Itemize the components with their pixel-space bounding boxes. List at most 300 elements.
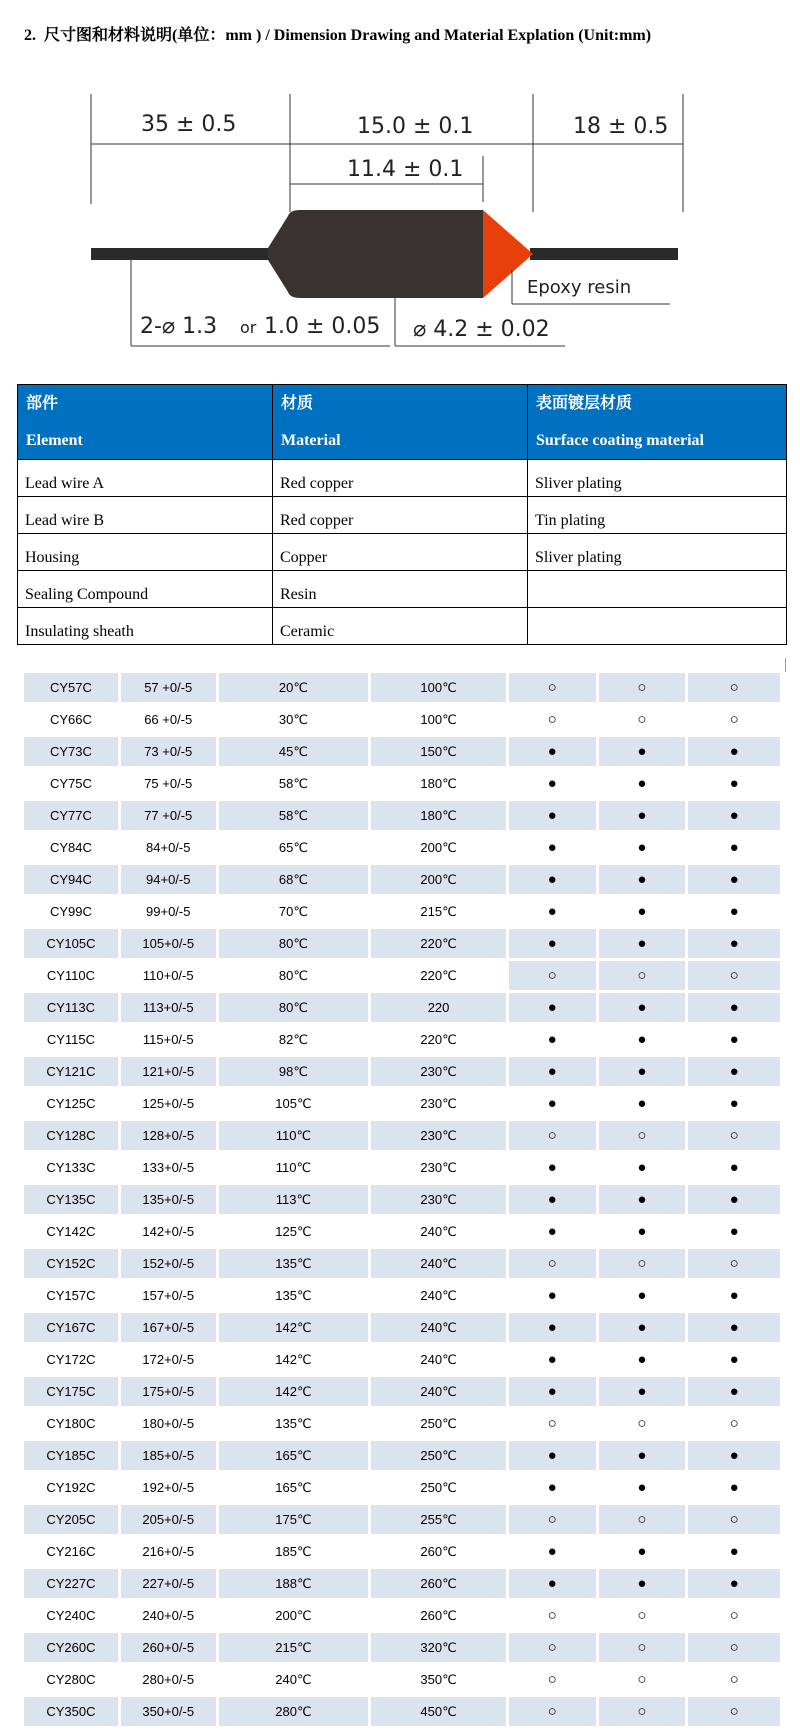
- marker-cell: [599, 993, 689, 1022]
- filled-circle-icon: ●: [547, 1095, 557, 1112]
- rated-temp-cell: 73 +0/-5: [121, 737, 219, 766]
- marker-cell: [599, 929, 689, 958]
- model-cell: CY172C: [24, 1345, 121, 1374]
- max-temp-cell: 220℃: [371, 1025, 509, 1054]
- holding-temp-cell: 142℃: [219, 1345, 372, 1374]
- marker-cell: [599, 1601, 689, 1630]
- material-cell: Copper: [273, 534, 528, 571]
- filled-circle-icon: ●: [729, 1319, 739, 1336]
- marker-cell: [688, 897, 780, 926]
- table-row: [18, 608, 787, 645]
- rated-temp-cell: 175+0/-5: [121, 1377, 219, 1406]
- marker-cell: [599, 1505, 689, 1534]
- element-cell: Insulating sheath: [18, 608, 273, 645]
- table-row: [24, 1217, 780, 1246]
- max-temp-cell: 240℃: [371, 1217, 509, 1246]
- filled-circle-icon: ●: [637, 743, 647, 760]
- marker-cell: [688, 1377, 780, 1406]
- max-temp-cell: 260℃: [371, 1601, 509, 1630]
- marker-cell: [599, 865, 689, 894]
- marker-cell: [688, 769, 780, 798]
- max-temp-cell: 230℃: [371, 1185, 509, 1214]
- open-circle-icon: ○: [637, 1607, 647, 1624]
- max-temp-cell: 220℃: [371, 929, 509, 958]
- dim-right-lead-text: 18 ± 0.5: [573, 114, 669, 139]
- section-title: 尺寸图和材料说明(单位：mm ) / Dimension Drawing and Material Explation (Unit:mm): [44, 27, 652, 44]
- rated-temp-cell: 192+0/-5: [121, 1473, 219, 1502]
- marker-cell: [509, 1249, 599, 1278]
- filled-circle-icon: ●: [547, 1191, 557, 1208]
- rated-temp-cell: 172+0/-5: [121, 1345, 219, 1374]
- open-circle-icon: ○: [547, 1255, 557, 1272]
- filled-circle-icon: ●: [547, 743, 557, 760]
- rated-temp-cell: 185+0/-5: [121, 1441, 219, 1470]
- rated-temp-cell: 66 +0/-5: [121, 705, 219, 734]
- marker-cell: [509, 961, 599, 990]
- marker-cell: [509, 1281, 599, 1310]
- header-element-en: Element: [26, 432, 83, 449]
- marker-cell: [688, 929, 780, 958]
- marker-cell: [599, 1441, 689, 1470]
- rated-temp-cell: 152+0/-5: [121, 1249, 219, 1278]
- open-circle-icon: ○: [547, 1127, 557, 1144]
- marker-cell: [688, 1409, 780, 1438]
- marker-cell: [599, 1473, 689, 1502]
- model-cell: CY110C: [24, 961, 121, 990]
- header-coating-cn: 表面镀层材质: [536, 395, 633, 412]
- rated-temp-cell: 84+0/-5: [121, 833, 219, 862]
- filled-circle-icon: ●: [729, 871, 739, 888]
- section-heading: [24, 22, 651, 45]
- marker-cell: [509, 1569, 599, 1598]
- rated-temp-cell: 280+0/-5: [121, 1665, 219, 1694]
- open-circle-icon: ○: [637, 1511, 647, 1528]
- max-temp-cell: 260℃: [371, 1537, 509, 1566]
- filled-circle-icon: ●: [547, 1319, 557, 1336]
- model-cell: CY240C: [24, 1601, 121, 1630]
- fuse-housing: [268, 210, 483, 298]
- marker-cell: [509, 833, 599, 862]
- section-number: 2.: [24, 27, 36, 44]
- open-circle-icon: ○: [547, 1703, 557, 1720]
- holding-temp-cell: 45℃: [219, 737, 372, 766]
- marker-cell: [509, 993, 599, 1022]
- holding-temp-cell: 125℃: [219, 1217, 372, 1246]
- marker-cell: [509, 705, 599, 734]
- filled-circle-icon: ●: [637, 871, 647, 888]
- marker-cell: [599, 769, 689, 798]
- marker-cell: [509, 1473, 599, 1502]
- marker-cell: [509, 769, 599, 798]
- max-temp-cell: 100℃: [371, 705, 509, 734]
- material-cell: Resin: [273, 571, 528, 608]
- wire-dia-or: or: [240, 318, 257, 337]
- model-cell: CY152C: [24, 1249, 121, 1278]
- wire-dia-prefix: 2-⌀ 1.3: [140, 314, 218, 339]
- rated-temp-cell: 113+0/-5: [121, 993, 219, 1022]
- filled-circle-icon: ●: [729, 1447, 739, 1464]
- max-temp-cell: 200℃: [371, 833, 509, 862]
- marker-cell: [599, 1281, 689, 1310]
- filled-circle-icon: ●: [637, 935, 647, 952]
- marker-cell: [599, 1569, 689, 1598]
- holding-temp-cell: 70℃: [219, 897, 372, 926]
- holding-temp-cell: 135℃: [219, 1249, 372, 1278]
- filled-circle-icon: ●: [547, 1447, 557, 1464]
- max-temp-cell: 250℃: [371, 1473, 509, 1502]
- max-temp-cell: 100℃: [371, 673, 509, 702]
- max-temp-cell: 230℃: [371, 1057, 509, 1086]
- open-circle-icon: ○: [637, 711, 647, 728]
- rated-temp-cell: 260+0/-5: [121, 1633, 219, 1662]
- dim-housing-text: 11.4 ± 0.1: [347, 157, 464, 182]
- filled-circle-icon: ●: [547, 1287, 557, 1304]
- marker-cell: [509, 1121, 599, 1150]
- filled-circle-icon: ●: [547, 999, 557, 1016]
- rated-temp-cell: 125+0/-5: [121, 1089, 219, 1118]
- max-temp-cell: 255℃: [371, 1505, 509, 1534]
- marker-cell: [599, 897, 689, 926]
- model-cell: CY180C: [24, 1409, 121, 1438]
- filled-circle-icon: ●: [547, 903, 557, 920]
- material-cell: Red copper: [273, 497, 528, 534]
- filled-circle-icon: ●: [729, 743, 739, 760]
- model-cell: CY121C: [24, 1057, 121, 1086]
- holding-temp-cell: 188℃: [219, 1569, 372, 1598]
- marker-cell: [599, 1217, 689, 1246]
- filled-circle-icon: ●: [729, 775, 739, 792]
- table-row: [24, 1089, 780, 1118]
- model-cell: CY105C: [24, 929, 121, 958]
- marker-cell: [688, 1313, 780, 1342]
- holding-temp-cell: 280℃: [219, 1697, 372, 1726]
- marker-cell: [688, 865, 780, 894]
- wire-dia-alt: 1.0 ± 0.05: [264, 314, 381, 339]
- model-cell: CY57C: [24, 673, 121, 702]
- max-temp-cell: 260℃: [371, 1569, 509, 1598]
- filled-circle-icon: ●: [547, 1383, 557, 1400]
- marker-cell: [688, 833, 780, 862]
- marker-cell: [509, 1505, 599, 1534]
- marker-cell: [688, 1537, 780, 1566]
- filled-circle-icon: ●: [637, 1479, 647, 1496]
- rated-temp-cell: 227+0/-5: [121, 1569, 219, 1598]
- model-cell: CY99C: [24, 897, 121, 926]
- holding-temp-cell: 110℃: [219, 1121, 372, 1150]
- open-circle-icon: ○: [729, 711, 739, 728]
- rated-temp-cell: 110+0/-5: [121, 961, 219, 990]
- header-coating-en: Surface coating material: [536, 432, 704, 449]
- spec-table: [24, 670, 780, 1729]
- marker-cell: [599, 1665, 689, 1694]
- open-circle-icon: ○: [547, 679, 557, 696]
- table-row: [24, 1505, 780, 1534]
- table-row: [24, 1313, 780, 1342]
- model-cell: CY84C: [24, 833, 121, 862]
- table-row: [24, 1185, 780, 1214]
- model-cell: CY77C: [24, 801, 121, 830]
- filled-circle-icon: ●: [729, 1543, 739, 1560]
- holding-temp-cell: 105℃: [219, 1089, 372, 1118]
- marker-cell: [688, 1473, 780, 1502]
- model-cell: CY133C: [24, 1153, 121, 1182]
- marker-cell: [509, 897, 599, 926]
- marker-cell: [509, 1665, 599, 1694]
- marker-cell: [599, 1313, 689, 1342]
- max-temp-cell: 450℃: [371, 1697, 509, 1726]
- filled-circle-icon: ●: [729, 999, 739, 1016]
- coating-cell: Tin plating: [528, 497, 787, 534]
- marker-cell: [599, 1121, 689, 1150]
- table-row: [24, 1153, 780, 1182]
- rated-temp-cell: 133+0/-5: [121, 1153, 219, 1182]
- max-temp-cell: 230℃: [371, 1089, 509, 1118]
- table-row: [24, 1057, 780, 1086]
- marker-cell: [509, 1217, 599, 1246]
- left-lead-wire: [91, 248, 277, 260]
- header-element-cn: 部件: [26, 395, 59, 412]
- open-circle-icon: ○: [729, 967, 739, 984]
- rated-temp-cell: 205+0/-5: [121, 1505, 219, 1534]
- table-row: [18, 460, 787, 497]
- marker-cell: [509, 1409, 599, 1438]
- model-cell: CY175C: [24, 1377, 121, 1406]
- max-temp-cell: 230℃: [371, 1121, 509, 1150]
- filled-circle-icon: ●: [637, 1351, 647, 1368]
- rated-temp-cell: 94+0/-5: [121, 865, 219, 894]
- table-row: [24, 1537, 780, 1566]
- epoxy-resin-cap: [483, 210, 533, 298]
- rated-temp-cell: 240+0/-5: [121, 1601, 219, 1630]
- open-circle-icon: ○: [729, 1607, 739, 1624]
- marker-cell: [509, 1377, 599, 1406]
- open-circle-icon: ○: [729, 1671, 739, 1688]
- marker-cell: [509, 865, 599, 894]
- open-circle-icon: ○: [547, 1511, 557, 1528]
- filled-circle-icon: ●: [547, 1031, 557, 1048]
- table-row: [24, 1601, 780, 1630]
- marker-cell: [509, 1345, 599, 1374]
- open-circle-icon: ○: [637, 1703, 647, 1720]
- table-row: [18, 534, 787, 571]
- marker-cell: [509, 673, 599, 702]
- header-coating: [528, 385, 787, 460]
- marker-cell: [599, 1377, 689, 1406]
- marker-cell: [688, 801, 780, 830]
- open-circle-icon: ○: [637, 1415, 647, 1432]
- table-row: [24, 1345, 780, 1374]
- rated-temp-cell: 121+0/-5: [121, 1057, 219, 1086]
- open-circle-icon: ○: [729, 679, 739, 696]
- open-circle-icon: ○: [547, 1671, 557, 1688]
- marker-cell: [509, 801, 599, 830]
- filled-circle-icon: ●: [637, 1383, 647, 1400]
- filled-circle-icon: ●: [637, 1447, 647, 1464]
- filled-circle-icon: ●: [547, 839, 557, 856]
- table-row: [24, 1281, 780, 1310]
- table-row: [24, 737, 780, 766]
- marker-cell: [688, 1281, 780, 1310]
- marker-cell: [688, 1217, 780, 1246]
- marker-cell: [509, 1089, 599, 1118]
- open-circle-icon: ○: [637, 1671, 647, 1688]
- model-cell: CY94C: [24, 865, 121, 894]
- table-row: [24, 1409, 780, 1438]
- table-row: [18, 497, 787, 534]
- open-circle-icon: ○: [547, 1639, 557, 1656]
- holding-temp-cell: 20℃: [219, 673, 372, 702]
- rated-temp-cell: 167+0/-5: [121, 1313, 219, 1342]
- holding-temp-cell: 240℃: [219, 1665, 372, 1694]
- holding-temp-cell: 58℃: [219, 769, 372, 798]
- table-row: [24, 1377, 780, 1406]
- max-temp-cell: 180℃: [371, 769, 509, 798]
- marker-cell: [599, 1185, 689, 1214]
- holding-temp-cell: 80℃: [219, 993, 372, 1022]
- dimension-drawing: [0, 60, 800, 360]
- right-lead-wire: [530, 248, 678, 260]
- marker-cell: [599, 1057, 689, 1086]
- table-row: [24, 673, 780, 702]
- table-row: [24, 865, 780, 894]
- model-cell: CY73C: [24, 737, 121, 766]
- model-cell: CY216C: [24, 1537, 121, 1566]
- rated-temp-cell: 99+0/-5: [121, 897, 219, 926]
- filled-circle-icon: ●: [729, 1063, 739, 1080]
- rated-temp-cell: 142+0/-5: [121, 1217, 219, 1246]
- spec-table-body: [24, 673, 780, 1726]
- marker-cell: [509, 1313, 599, 1342]
- filled-circle-icon: ●: [637, 1191, 647, 1208]
- table-row: [24, 1633, 780, 1662]
- marker-cell: [509, 1441, 599, 1470]
- marker-cell: [688, 1569, 780, 1598]
- filled-circle-icon: ●: [729, 903, 739, 920]
- coating-cell: [528, 571, 787, 608]
- rated-temp-cell: 216+0/-5: [121, 1537, 219, 1566]
- max-temp-cell: 350℃: [371, 1665, 509, 1694]
- filled-circle-icon: ●: [729, 1383, 739, 1400]
- table-row: [24, 1697, 780, 1726]
- max-temp-cell: 220℃: [371, 961, 509, 990]
- max-temp-cell: 320℃: [371, 1633, 509, 1662]
- holding-temp-cell: 135℃: [219, 1281, 372, 1310]
- marker-cell: [509, 1601, 599, 1630]
- open-circle-icon: ○: [547, 711, 557, 728]
- filled-circle-icon: ●: [637, 1543, 647, 1560]
- marker-cell: [599, 673, 689, 702]
- table-row: [24, 1441, 780, 1470]
- open-circle-icon: ○: [729, 1511, 739, 1528]
- filled-circle-icon: ●: [637, 1223, 647, 1240]
- marker-cell: [599, 1345, 689, 1374]
- table-row: [24, 801, 780, 830]
- max-temp-cell: 240℃: [371, 1377, 509, 1406]
- table-row: [24, 1025, 780, 1054]
- filled-circle-icon: ●: [637, 1031, 647, 1048]
- model-cell: CY157C: [24, 1281, 121, 1310]
- filled-circle-icon: ●: [637, 1063, 647, 1080]
- table-row: [24, 705, 780, 734]
- marker-cell: [688, 1089, 780, 1118]
- marker-cell: [688, 673, 780, 702]
- material-cell: Red copper: [273, 460, 528, 497]
- header-material: [273, 385, 528, 460]
- holding-temp-cell: 142℃: [219, 1377, 372, 1406]
- marker-cell: [688, 1697, 780, 1726]
- filled-circle-icon: ●: [637, 807, 647, 824]
- dim-left-lead-text: 35 ± 0.5: [141, 112, 237, 137]
- marker-cell: [509, 1025, 599, 1054]
- table-row: [24, 1569, 780, 1598]
- holding-temp-cell: 80℃: [219, 961, 372, 990]
- model-cell: CY75C: [24, 769, 121, 798]
- filled-circle-icon: ●: [547, 807, 557, 824]
- marker-cell: [599, 1537, 689, 1566]
- filled-circle-icon: ●: [547, 1479, 557, 1496]
- table-row: [24, 1249, 780, 1278]
- open-circle-icon: ○: [637, 967, 647, 984]
- materials-header-row: [18, 385, 787, 460]
- element-cell: Sealing Compound: [18, 571, 273, 608]
- marker-cell: [599, 705, 689, 734]
- model-cell: CY142C: [24, 1217, 121, 1246]
- coating-cell: [528, 608, 787, 645]
- open-circle-icon: ○: [637, 1639, 647, 1656]
- open-circle-icon: ○: [729, 1255, 739, 1272]
- coating-cell: Sliver plating: [528, 534, 787, 571]
- header-material-en: Material: [281, 432, 341, 449]
- marker-cell: [509, 1537, 599, 1566]
- table-row: [24, 769, 780, 798]
- marker-cell: [688, 1153, 780, 1182]
- max-temp-cell: 230℃: [371, 1153, 509, 1182]
- table-row: [24, 1665, 780, 1694]
- marker-cell: [688, 993, 780, 1022]
- rated-temp-cell: 57 +0/-5: [121, 673, 219, 702]
- filled-circle-icon: ●: [637, 999, 647, 1016]
- model-cell: CY185C: [24, 1441, 121, 1470]
- dim-body-text: 15.0 ± 0.1: [357, 114, 474, 139]
- model-cell: CY135C: [24, 1185, 121, 1214]
- holding-temp-cell: 82℃: [219, 1025, 372, 1054]
- filled-circle-icon: ●: [729, 807, 739, 824]
- holding-temp-cell: 80℃: [219, 929, 372, 958]
- filled-circle-icon: ●: [547, 1223, 557, 1240]
- marker-cell: [509, 1633, 599, 1662]
- max-temp-cell: 220: [371, 993, 509, 1022]
- open-circle-icon: ○: [729, 1127, 739, 1144]
- filled-circle-icon: ●: [637, 903, 647, 920]
- holding-temp-cell: 165℃: [219, 1473, 372, 1502]
- marker-cell: [599, 801, 689, 830]
- table-row: [24, 961, 780, 990]
- model-cell: CY227C: [24, 1569, 121, 1598]
- max-temp-cell: 250℃: [371, 1441, 509, 1470]
- table-row: [18, 571, 787, 608]
- filled-circle-icon: ●: [729, 1159, 739, 1176]
- open-circle-icon: ○: [547, 1415, 557, 1432]
- rated-temp-cell: 75 +0/-5: [121, 769, 219, 798]
- rated-temp-cell: 105+0/-5: [121, 929, 219, 958]
- holding-temp-cell: 142℃: [219, 1313, 372, 1342]
- model-cell: CY125C: [24, 1089, 121, 1118]
- marker-cell: [688, 705, 780, 734]
- holding-temp-cell: 135℃: [219, 1409, 372, 1438]
- rated-temp-cell: 128+0/-5: [121, 1121, 219, 1150]
- model-cell: CY192C: [24, 1473, 121, 1502]
- open-circle-icon: ○: [729, 1415, 739, 1432]
